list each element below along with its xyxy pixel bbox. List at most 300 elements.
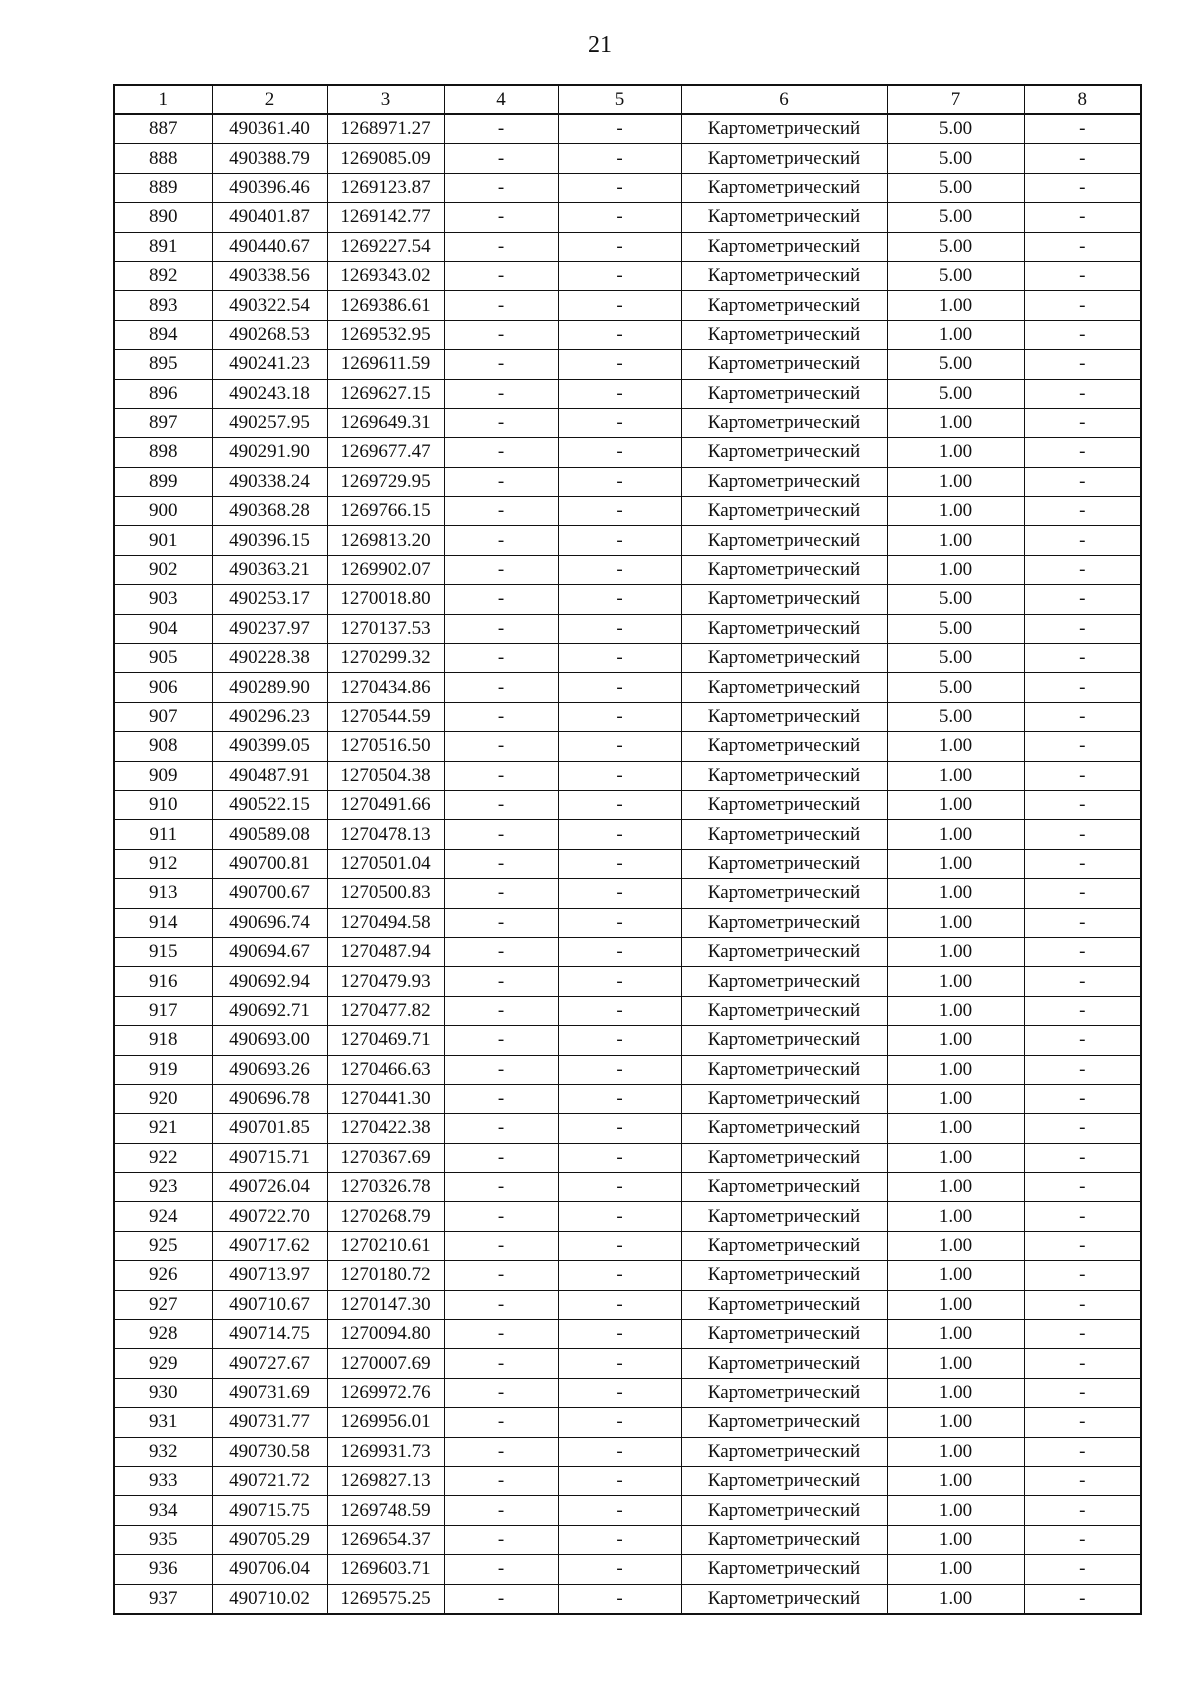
accuracy-cell: 1.00	[887, 438, 1024, 467]
table-row	[114, 408, 1141, 437]
col5-cell: -	[558, 555, 681, 584]
x-coordinate-cell: 490228.38	[212, 644, 327, 673]
y-coordinate-cell: 1269748.59	[327, 1496, 444, 1525]
col5-cell: -	[558, 585, 681, 614]
col5-cell: -	[558, 291, 681, 320]
point-number-cell: 902	[114, 555, 212, 584]
table-row	[114, 291, 1141, 320]
table-row	[114, 203, 1141, 232]
col8-cell: -	[1024, 467, 1141, 496]
y-coordinate-cell: 1269729.95	[327, 467, 444, 496]
point-number-cell: 905	[114, 644, 212, 673]
x-coordinate-cell: 490714.75	[212, 1320, 327, 1349]
table-row	[114, 555, 1141, 584]
col4-cell: -	[444, 1143, 558, 1172]
y-coordinate-cell: 1270544.59	[327, 702, 444, 731]
x-coordinate-cell: 490401.87	[212, 203, 327, 232]
table-row	[114, 350, 1141, 379]
accuracy-cell: 5.00	[887, 350, 1024, 379]
accuracy-cell: 1.00	[887, 996, 1024, 1025]
method-cell: Картометрический	[681, 408, 887, 437]
column-header: 4	[444, 85, 558, 114]
method-cell: Картометрический	[681, 1202, 887, 1231]
col5-cell: -	[558, 702, 681, 731]
col4-cell: -	[444, 849, 558, 878]
accuracy-cell: 5.00	[887, 644, 1024, 673]
col5-cell: -	[558, 1055, 681, 1084]
accuracy-cell: 1.00	[887, 320, 1024, 349]
y-coordinate-cell: 1268971.27	[327, 114, 444, 144]
x-coordinate-cell: 490692.71	[212, 996, 327, 1025]
table-body	[114, 114, 1141, 1614]
method-cell: Картометрический	[681, 1026, 887, 1055]
method-cell: Картометрический	[681, 232, 887, 261]
y-coordinate-cell: 1270477.82	[327, 996, 444, 1025]
accuracy-cell: 5.00	[887, 379, 1024, 408]
col8-cell: -	[1024, 967, 1141, 996]
accuracy-cell: 1.00	[887, 1026, 1024, 1055]
x-coordinate-cell: 490296.23	[212, 702, 327, 731]
col8-cell: -	[1024, 1525, 1141, 1554]
col4-cell: -	[444, 1055, 558, 1084]
col8-cell: -	[1024, 996, 1141, 1025]
accuracy-cell: 1.00	[887, 879, 1024, 908]
y-coordinate-cell: 1270469.71	[327, 1026, 444, 1055]
accuracy-cell: 5.00	[887, 702, 1024, 731]
point-number-cell: 930	[114, 1378, 212, 1407]
y-coordinate-cell: 1269956.01	[327, 1408, 444, 1437]
point-number-cell: 910	[114, 790, 212, 819]
point-number-cell: 907	[114, 702, 212, 731]
col8-cell: -	[1024, 820, 1141, 849]
col4-cell: -	[444, 291, 558, 320]
method-cell: Картометрический	[681, 1437, 887, 1466]
col8-cell: -	[1024, 1466, 1141, 1495]
col8-cell: -	[1024, 144, 1141, 173]
col4-cell: -	[444, 261, 558, 290]
table-row	[114, 1114, 1141, 1143]
table-row	[114, 114, 1141, 144]
x-coordinate-cell: 490487.91	[212, 761, 327, 790]
col5-cell: -	[558, 1555, 681, 1584]
method-cell: Картометрический	[681, 1466, 887, 1495]
table-row	[114, 849, 1141, 878]
table-row	[114, 1173, 1141, 1202]
col8-cell: -	[1024, 1408, 1141, 1437]
table-row	[114, 644, 1141, 673]
x-coordinate-cell: 490705.29	[212, 1525, 327, 1554]
method-cell: Картометрический	[681, 350, 887, 379]
method-cell: Картометрический	[681, 908, 887, 937]
col4-cell: -	[444, 702, 558, 731]
y-coordinate-cell: 1270210.61	[327, 1231, 444, 1260]
accuracy-cell: 1.00	[887, 1261, 1024, 1290]
col8-cell: -	[1024, 497, 1141, 526]
point-number-cell: 934	[114, 1496, 212, 1525]
y-coordinate-cell: 1270478.13	[327, 820, 444, 849]
method-cell: Картометрический	[681, 1408, 887, 1437]
accuracy-cell: 1.00	[887, 408, 1024, 437]
col4-cell: -	[444, 1378, 558, 1407]
x-coordinate-cell: 490243.18	[212, 379, 327, 408]
col4-cell: -	[444, 790, 558, 819]
table-row	[114, 1555, 1141, 1584]
table-row	[114, 790, 1141, 819]
y-coordinate-cell: 1269386.61	[327, 291, 444, 320]
col5-cell: -	[558, 1408, 681, 1437]
col4-cell: -	[444, 732, 558, 761]
x-coordinate-cell: 490338.24	[212, 467, 327, 496]
column-header: 2	[212, 85, 327, 114]
y-coordinate-cell: 1269227.54	[327, 232, 444, 261]
x-coordinate-cell: 490257.95	[212, 408, 327, 437]
table-row	[114, 820, 1141, 849]
col8-cell: -	[1024, 526, 1141, 555]
x-coordinate-cell: 490322.54	[212, 291, 327, 320]
col4-cell: -	[444, 1261, 558, 1290]
col5-cell: -	[558, 438, 681, 467]
table-row	[114, 761, 1141, 790]
point-number-cell: 911	[114, 820, 212, 849]
accuracy-cell: 5.00	[887, 114, 1024, 144]
x-coordinate-cell: 490710.67	[212, 1290, 327, 1319]
table-row	[114, 614, 1141, 643]
table-row	[114, 585, 1141, 614]
point-number-cell: 915	[114, 937, 212, 966]
col8-cell: -	[1024, 261, 1141, 290]
col4-cell: -	[444, 1408, 558, 1437]
point-number-cell: 921	[114, 1114, 212, 1143]
col5-cell: -	[558, 1202, 681, 1231]
method-cell: Картометрический	[681, 379, 887, 408]
col8-cell: -	[1024, 1320, 1141, 1349]
col4-cell: -	[444, 820, 558, 849]
method-cell: Картометрический	[681, 702, 887, 731]
point-number-cell: 906	[114, 673, 212, 702]
col4-cell: -	[444, 144, 558, 173]
point-number-cell: 931	[114, 1408, 212, 1437]
point-number-cell: 899	[114, 467, 212, 496]
x-coordinate-cell: 490268.53	[212, 320, 327, 349]
x-coordinate-cell: 490368.28	[212, 497, 327, 526]
col4-cell: -	[444, 408, 558, 437]
col5-cell: -	[558, 526, 681, 555]
method-cell: Картометрический	[681, 1584, 887, 1614]
table-row	[114, 1408, 1141, 1437]
table-row	[114, 1055, 1141, 1084]
method-cell: Картометрический	[681, 1261, 887, 1290]
col5-cell: -	[558, 1114, 681, 1143]
x-coordinate-cell: 490291.90	[212, 438, 327, 467]
point-number-cell: 908	[114, 732, 212, 761]
table-row	[114, 379, 1141, 408]
method-cell: Картометрический	[681, 937, 887, 966]
point-number-cell: 889	[114, 173, 212, 202]
col8-cell: -	[1024, 291, 1141, 320]
y-coordinate-cell: 1270094.80	[327, 1320, 444, 1349]
col5-cell: -	[558, 937, 681, 966]
x-coordinate-cell: 490440.67	[212, 232, 327, 261]
method-cell: Картометрический	[681, 614, 887, 643]
col5-cell: -	[558, 379, 681, 408]
point-number-cell: 890	[114, 203, 212, 232]
col4-cell: -	[444, 350, 558, 379]
table-header-row	[114, 85, 1141, 114]
method-cell: Картометрический	[681, 555, 887, 584]
method-cell: Картометрический	[681, 1525, 887, 1554]
col5-cell: -	[558, 849, 681, 878]
col8-cell: -	[1024, 614, 1141, 643]
column-header: 8	[1024, 85, 1141, 114]
accuracy-cell: 1.00	[887, 820, 1024, 849]
point-number-cell: 893	[114, 291, 212, 320]
accuracy-cell: 1.00	[887, 1084, 1024, 1113]
accuracy-cell: 1.00	[887, 790, 1024, 819]
col8-cell: -	[1024, 1290, 1141, 1319]
col5-cell: -	[558, 1378, 681, 1407]
col4-cell: -	[444, 467, 558, 496]
table-row	[114, 1261, 1141, 1290]
accuracy-cell: 1.00	[887, 849, 1024, 878]
column-header: 7	[887, 85, 1024, 114]
x-coordinate-cell: 490696.74	[212, 908, 327, 937]
col5-cell: -	[558, 114, 681, 144]
method-cell: Картометрический	[681, 203, 887, 232]
x-coordinate-cell: 490726.04	[212, 1173, 327, 1202]
col4-cell: -	[444, 1555, 558, 1584]
accuracy-cell: 1.00	[887, 1496, 1024, 1525]
accuracy-cell: 1.00	[887, 497, 1024, 526]
x-coordinate-cell: 490710.02	[212, 1584, 327, 1614]
col4-cell: -	[444, 761, 558, 790]
point-number-cell: 909	[114, 761, 212, 790]
col5-cell: -	[558, 467, 681, 496]
y-coordinate-cell: 1269972.76	[327, 1378, 444, 1407]
accuracy-cell: 5.00	[887, 144, 1024, 173]
point-number-cell: 892	[114, 261, 212, 290]
x-coordinate-cell: 490700.81	[212, 849, 327, 878]
col4-cell: -	[444, 1320, 558, 1349]
col4-cell: -	[444, 1349, 558, 1378]
method-cell: Картометрический	[681, 1378, 887, 1407]
col8-cell: -	[1024, 937, 1141, 966]
accuracy-cell: 5.00	[887, 173, 1024, 202]
table-row	[114, 320, 1141, 349]
point-number-cell: 929	[114, 1349, 212, 1378]
accuracy-cell: 5.00	[887, 673, 1024, 702]
method-cell: Картометрический	[681, 497, 887, 526]
table-row	[114, 1378, 1141, 1407]
col5-cell: -	[558, 732, 681, 761]
x-coordinate-cell: 490731.77	[212, 1408, 327, 1437]
col8-cell: -	[1024, 702, 1141, 731]
y-coordinate-cell: 1269677.47	[327, 438, 444, 467]
y-coordinate-cell: 1270479.93	[327, 967, 444, 996]
method-cell: Картометрический	[681, 1231, 887, 1260]
x-coordinate-cell: 490388.79	[212, 144, 327, 173]
col5-cell: -	[558, 173, 681, 202]
table-row	[114, 261, 1141, 290]
col4-cell: -	[444, 1084, 558, 1113]
accuracy-cell: 5.00	[887, 585, 1024, 614]
x-coordinate-cell: 490363.21	[212, 555, 327, 584]
method-cell: Картометрический	[681, 144, 887, 173]
col4-cell: -	[444, 526, 558, 555]
y-coordinate-cell: 1270137.53	[327, 614, 444, 643]
col4-cell: -	[444, 996, 558, 1025]
point-number-cell: 903	[114, 585, 212, 614]
point-number-cell: 895	[114, 350, 212, 379]
col8-cell: -	[1024, 1231, 1141, 1260]
col8-cell: -	[1024, 1143, 1141, 1172]
col8-cell: -	[1024, 1261, 1141, 1290]
y-coordinate-cell: 1270422.38	[327, 1114, 444, 1143]
x-coordinate-cell: 490361.40	[212, 114, 327, 144]
y-coordinate-cell: 1270441.30	[327, 1084, 444, 1113]
col8-cell: -	[1024, 1555, 1141, 1584]
y-coordinate-cell: 1270326.78	[327, 1173, 444, 1202]
col8-cell: -	[1024, 849, 1141, 878]
col5-cell: -	[558, 1173, 681, 1202]
method-cell: Картометрический	[681, 732, 887, 761]
table-row	[114, 1026, 1141, 1055]
point-number-cell: 916	[114, 967, 212, 996]
x-coordinate-cell: 490706.04	[212, 1555, 327, 1584]
point-number-cell: 922	[114, 1143, 212, 1172]
y-coordinate-cell: 1270500.83	[327, 879, 444, 908]
column-header: 3	[327, 85, 444, 114]
point-number-cell: 924	[114, 1202, 212, 1231]
table-row	[114, 1525, 1141, 1554]
accuracy-cell: 1.00	[887, 1202, 1024, 1231]
point-number-cell: 901	[114, 526, 212, 555]
point-number-cell: 891	[114, 232, 212, 261]
table-row	[114, 967, 1141, 996]
col4-cell: -	[444, 937, 558, 966]
table-row	[114, 526, 1141, 555]
point-number-cell: 933	[114, 1466, 212, 1495]
method-cell: Картометрический	[681, 849, 887, 878]
point-number-cell: 904	[114, 614, 212, 643]
accuracy-cell: 1.00	[887, 555, 1024, 584]
x-coordinate-cell: 490692.94	[212, 967, 327, 996]
y-coordinate-cell: 1269603.71	[327, 1555, 444, 1584]
point-number-cell: 935	[114, 1525, 212, 1554]
col5-cell: -	[558, 820, 681, 849]
col5-cell: -	[558, 1496, 681, 1525]
col8-cell: -	[1024, 408, 1141, 437]
col4-cell: -	[444, 438, 558, 467]
method-cell: Картометрический	[681, 1084, 887, 1113]
method-cell: Картометрический	[681, 1496, 887, 1525]
accuracy-cell: 1.00	[887, 732, 1024, 761]
table-row	[114, 1143, 1141, 1172]
col4-cell: -	[444, 114, 558, 144]
y-coordinate-cell: 1269931.73	[327, 1437, 444, 1466]
method-cell: Картометрический	[681, 320, 887, 349]
y-coordinate-cell: 1269343.02	[327, 261, 444, 290]
table-row	[114, 732, 1141, 761]
col4-cell: -	[444, 173, 558, 202]
y-coordinate-cell: 1269142.77	[327, 203, 444, 232]
col8-cell: -	[1024, 673, 1141, 702]
accuracy-cell: 5.00	[887, 203, 1024, 232]
table-row	[114, 1437, 1141, 1466]
point-number-cell: 926	[114, 1261, 212, 1290]
x-coordinate-cell: 490253.17	[212, 585, 327, 614]
col8-cell: -	[1024, 350, 1141, 379]
table-row	[114, 173, 1141, 202]
x-coordinate-cell: 490237.97	[212, 614, 327, 643]
col8-cell: -	[1024, 1202, 1141, 1231]
col5-cell: -	[558, 1261, 681, 1290]
col4-cell: -	[444, 1525, 558, 1554]
col4-cell: -	[444, 555, 558, 584]
y-coordinate-cell: 1269766.15	[327, 497, 444, 526]
point-number-cell: 920	[114, 1084, 212, 1113]
col8-cell: -	[1024, 1437, 1141, 1466]
col4-cell: -	[444, 673, 558, 702]
col8-cell: -	[1024, 438, 1141, 467]
point-number-cell: 918	[114, 1026, 212, 1055]
table-row	[114, 467, 1141, 496]
method-cell: Картометрический	[681, 1290, 887, 1319]
x-coordinate-cell: 490289.90	[212, 673, 327, 702]
accuracy-cell: 1.00	[887, 1114, 1024, 1143]
point-number-cell: 913	[114, 879, 212, 908]
y-coordinate-cell: 1270516.50	[327, 732, 444, 761]
point-number-cell: 887	[114, 114, 212, 144]
y-coordinate-cell: 1270434.86	[327, 673, 444, 702]
col5-cell: -	[558, 1437, 681, 1466]
x-coordinate-cell: 490722.70	[212, 1202, 327, 1231]
page-number: 21	[588, 32, 612, 58]
col8-cell: -	[1024, 555, 1141, 584]
accuracy-cell: 1.00	[887, 1466, 1024, 1495]
method-cell: Картометрический	[681, 790, 887, 819]
method-cell: Картометрический	[681, 1173, 887, 1202]
col5-cell: -	[558, 320, 681, 349]
col5-cell: -	[558, 1466, 681, 1495]
y-coordinate-cell: 1269654.37	[327, 1525, 444, 1554]
col4-cell: -	[444, 585, 558, 614]
col5-cell: -	[558, 908, 681, 937]
col5-cell: -	[558, 614, 681, 643]
y-coordinate-cell: 1269123.87	[327, 173, 444, 202]
table-row	[114, 1084, 1141, 1113]
table-row	[114, 144, 1141, 173]
col4-cell: -	[444, 1437, 558, 1466]
col5-cell: -	[558, 1349, 681, 1378]
y-coordinate-cell: 1269902.07	[327, 555, 444, 584]
col5-cell: -	[558, 232, 681, 261]
col5-cell: -	[558, 996, 681, 1025]
col8-cell: -	[1024, 879, 1141, 908]
method-cell: Картометрический	[681, 438, 887, 467]
col8-cell: -	[1024, 1173, 1141, 1202]
method-cell: Картометрический	[681, 1320, 887, 1349]
y-coordinate-cell: 1270268.79	[327, 1202, 444, 1231]
method-cell: Картометрический	[681, 1055, 887, 1084]
method-cell: Картометрический	[681, 114, 887, 144]
accuracy-cell: 1.00	[887, 467, 1024, 496]
col4-cell: -	[444, 1466, 558, 1495]
x-coordinate-cell: 490396.46	[212, 173, 327, 202]
accuracy-cell: 1.00	[887, 1437, 1024, 1466]
accuracy-cell: 1.00	[887, 1320, 1024, 1349]
point-number-cell: 888	[114, 144, 212, 173]
method-cell: Картометрический	[681, 526, 887, 555]
